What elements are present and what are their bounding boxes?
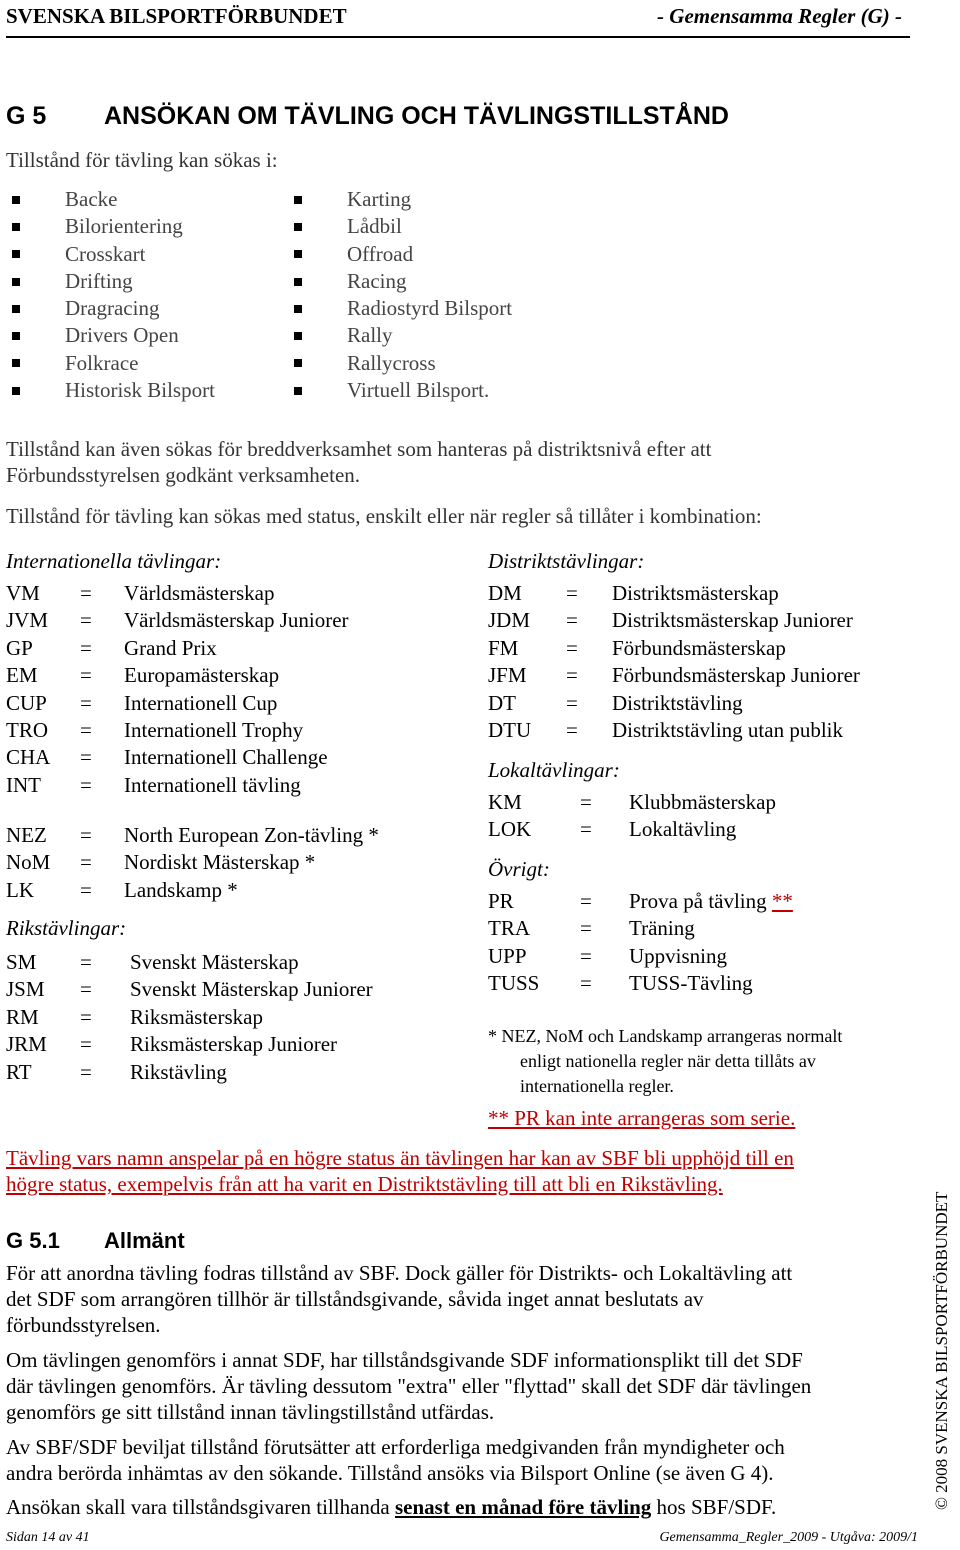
equals-sign: = (80, 690, 92, 715)
equals-sign: = (80, 717, 92, 742)
heading-ovrigt: Övrigt: (488, 857, 550, 881)
discipline-item (294, 322, 512, 349)
status-abbreviation: JRM (6, 1032, 47, 1057)
equals-sign: = (80, 877, 92, 902)
discipline-list-right (294, 186, 512, 404)
discipline-label: Drifting (65, 268, 133, 293)
deadline-emphasis: senast en månad före tävling (395, 1495, 652, 1519)
status-description-text: Världsmästerskap (124, 581, 275, 605)
status-description-text: Uppvisning (629, 943, 728, 968)
deadline-pre: Ansökan skall vara tillståndsgivaren tillhanda (6, 1495, 395, 1519)
paragraph-allmant-3 (6, 1434, 785, 1486)
status-description-text: Riksmästerskap Juniorer (130, 1032, 338, 1057)
status-description (124, 772, 301, 799)
equals-sign: = (80, 823, 92, 847)
status-description-text: TUSS-Tävling (629, 971, 753, 996)
status-description (124, 717, 303, 744)
status-description (124, 849, 315, 876)
status-abbreviation: TRA (488, 916, 530, 941)
status-abbreviation: DTU (488, 717, 532, 742)
square-bullet-icon (294, 305, 302, 313)
paragraph-breddverksamhet (6, 436, 711, 488)
status-row (6, 772, 446, 799)
status-description-text: Grand Prix (124, 635, 217, 660)
status-abbreviation: CUP (6, 690, 47, 715)
square-bullet-icon (294, 250, 302, 258)
status-row (488, 915, 928, 942)
status-upgrade-note (6, 1145, 794, 1197)
square-bullet-icon (294, 387, 302, 395)
status-abbreviation: JVM (6, 608, 49, 633)
status-abbreviation: TUSS (488, 971, 540, 996)
status-description (130, 1059, 227, 1086)
status-description-text: Internationell Cup (124, 690, 278, 715)
status-row (6, 607, 446, 634)
status-description (612, 635, 786, 662)
status-row (6, 849, 446, 876)
discipline-item (12, 186, 215, 213)
equals-sign: = (566, 635, 578, 660)
status-abbreviation: EM (6, 663, 38, 688)
status-abbreviation: DM (488, 581, 522, 605)
status-description (130, 976, 373, 1003)
footnote-marker: ** (771, 889, 793, 913)
heading-lokal: Lokaltävlingar: (488, 758, 620, 782)
square-bullet-icon (12, 196, 20, 204)
status-description-text: Riksmästerskap (130, 1004, 263, 1029)
status-description (629, 943, 727, 970)
discipline-label: Drivers Open (65, 323, 179, 348)
status-description (612, 580, 779, 607)
equals-sign: = (566, 717, 578, 742)
status-description-text: Landskamp * (124, 877, 238, 902)
p5-line2: andra berörda inhämtas av den sökande. Tillstånd ansöks via Bilsport Online (se även G 4). (6, 1461, 774, 1485)
equals-sign: = (580, 971, 592, 996)
status-abbreviation: CHA (6, 745, 51, 770)
equals-sign: = (80, 663, 92, 688)
discipline-item (12, 377, 215, 404)
status-abbreviation: DT (488, 690, 516, 715)
discipline-item (12, 241, 215, 268)
intro-text: Tillstånd för tävling kan sökas i: (6, 148, 278, 172)
status-description-text: Distriktsmästerskap (612, 581, 779, 605)
p3-line1: För att anordna tävling fodras tillstånd av SBF. Dock gäller för Distrikts- och Lokaltävling att (6, 1261, 793, 1285)
status-abbreviation: TRO (6, 717, 48, 742)
status-description-text: Förbundsmästerskap Juniorer (612, 663, 860, 688)
status-description (612, 607, 853, 634)
equals-sign: = (80, 608, 92, 633)
equals-sign: = (80, 1059, 92, 1084)
status-row (488, 816, 928, 843)
status-description-text: Svenskt Mästerskap (130, 950, 299, 974)
status-row (6, 822, 446, 849)
discipline-item (294, 213, 512, 240)
status-row (488, 690, 928, 717)
discipline-item (294, 186, 512, 213)
p5-line1: Av SBF/SDF beviljat tillstånd förutsätter att erforderliga medgivanden från myndigheter och (6, 1435, 785, 1459)
discipline-label: Offroad (347, 241, 414, 266)
discipline-item (294, 268, 512, 295)
status-row (6, 717, 446, 744)
square-bullet-icon (12, 305, 20, 313)
square-bullet-icon (294, 196, 302, 204)
discipline-label: Folkrace (65, 350, 139, 375)
status-description-text: Rikstävling (130, 1059, 227, 1084)
status-row (488, 580, 928, 607)
status-description (130, 949, 299, 976)
para1-line2: Förbundsstyrelsen godkänt verksamheten. (6, 463, 361, 487)
status-abbreviation: RM (6, 1004, 39, 1029)
status-description (130, 1004, 263, 1031)
status-row (6, 976, 446, 1003)
status-description (612, 662, 860, 689)
paragraph-status: Tillstånd för tävling kan sökas med status, enskilt eller när regler så tillåter i kombination: (6, 504, 762, 528)
status-row (488, 970, 928, 997)
status-description (124, 607, 349, 634)
square-bullet-icon (12, 332, 20, 340)
status-description-text: Prova på tävling (629, 889, 772, 913)
status-description (629, 816, 736, 843)
lokal-list (488, 789, 928, 844)
status-description (124, 635, 217, 662)
paragraph-allmant-2 (6, 1347, 811, 1425)
status-abbreviation: INT (6, 772, 41, 797)
equals-sign: = (80, 772, 92, 797)
g51-number: G 5.1 (6, 1228, 60, 1253)
status-row (6, 1031, 446, 1058)
status-row (6, 877, 446, 904)
g5-number: G 5 (6, 102, 47, 130)
paragraph-allmant-1 (6, 1260, 792, 1338)
square-bullet-icon (12, 387, 20, 395)
heading-rikstavlingar: Rikstävlingar: (6, 916, 127, 940)
status-abbreviation: NEZ (6, 823, 47, 847)
discipline-label: Rally (347, 323, 393, 348)
square-bullet-icon (294, 223, 302, 231)
discipline-label: Crosskart (65, 241, 146, 266)
status-description (124, 822, 379, 849)
discipline-label: Virtuell Bilsport. (347, 378, 490, 403)
p3-line3: förbundsstyrelsen. (6, 1313, 161, 1337)
status-abbreviation: JSM (6, 977, 45, 1002)
status-abbreviation: SM (6, 950, 37, 974)
status-abbreviation: LOK (488, 817, 532, 842)
p4-line2: där tävlingen genomförs. Är tävling dessutom "extra" eller "flyttad" skall det SDF där tävlingen (6, 1374, 812, 1398)
equals-sign: = (566, 690, 578, 715)
equals-sign: = (80, 850, 92, 875)
status-description (124, 877, 238, 904)
discipline-label: Dragracing (65, 296, 160, 321)
status-description-text: Distriktstävling (612, 690, 743, 715)
status-description-text: Europamästerskap (124, 663, 280, 688)
footnote-star-line2: enligt nationella regler när detta tillåts av (520, 1051, 816, 1071)
header-org: SVENSKA BILSPORTFÖRBUNDET (6, 4, 347, 28)
discipline-item (12, 322, 215, 349)
equals-sign: = (80, 635, 92, 660)
status-description (124, 744, 328, 771)
status-row (6, 1059, 446, 1086)
status-description-text: Internationell tävling (124, 772, 301, 797)
status-description-text: Distriktsmästerskap Juniorer (612, 608, 853, 633)
discipline-item (12, 295, 215, 322)
status-description-text: North European Zon-tävling * (124, 823, 379, 847)
status-row (6, 1004, 446, 1031)
discipline-label: Bilorientering (65, 214, 183, 239)
g5-title: ANSÖKAN OM TÄVLING OCH TÄVLINGSTILLSTÅND (104, 102, 729, 130)
equals-sign: = (80, 977, 92, 1002)
status-description (629, 888, 793, 915)
status-description (612, 717, 843, 744)
equals-sign: = (580, 943, 592, 968)
status-description (612, 690, 743, 717)
equals-sign: = (580, 790, 592, 814)
discipline-label: Radiostyrd Bilsport (347, 296, 513, 321)
status-abbreviation: PR (488, 889, 514, 913)
status-note-line2: högre status, exempelvis från att ha varit en Distriktstävling till att bli en Rikstävling. (6, 1172, 723, 1196)
status-abbreviation: NoM (6, 850, 51, 875)
discipline-item (294, 295, 512, 322)
discipline-label: Lådbil (347, 214, 402, 239)
discipline-item (294, 377, 512, 404)
square-bullet-icon (12, 223, 20, 231)
status-description (124, 662, 279, 689)
discipline-item (294, 241, 512, 268)
status-description (124, 580, 274, 607)
status-description (629, 970, 753, 997)
status-description-text: Lokaltävling (629, 817, 737, 842)
equals-sign: = (80, 581, 92, 605)
discipline-label: Rallycross (347, 350, 436, 375)
status-row (488, 789, 928, 816)
status-row (6, 662, 446, 689)
status-description-text: Nordiskt Mästerskap * (124, 850, 316, 875)
status-abbreviation: UPP (488, 943, 527, 968)
footer-page: Sidan 14 av 41 (6, 1530, 90, 1545)
status-note-line1: Tävling vars namn anspelar på en högre status än tävlingen har kan av SBF bli upphöjd till en (6, 1146, 794, 1170)
status-abbreviation: RT (6, 1059, 32, 1084)
status-row (6, 635, 446, 662)
heading-internationella: Internationella tävlingar: (6, 549, 222, 573)
footnote-star-line1: * NEZ, NoM och Landskamp arrangeras normalt (488, 1026, 843, 1046)
heading-distrikt: Distriktstävlingar: (488, 549, 645, 573)
status-description-text: Svenskt Mästerskap Juniorer (130, 977, 373, 1002)
square-bullet-icon (294, 359, 302, 367)
status-row (6, 580, 446, 607)
discipline-label: Historisk Bilsport (65, 378, 215, 403)
discipline-label: Karting (347, 187, 412, 211)
equals-sign: = (80, 950, 92, 974)
status-description (629, 915, 695, 942)
status-description-text: Internationell Trophy (124, 717, 304, 742)
p4-line1: Om tävlingen genomförs i annat SDF, har tillståndsgivande SDF informationsplikt till det SDF (6, 1348, 803, 1372)
status-abbreviation: JFM (488, 663, 527, 688)
discipline-label: Racing (347, 268, 407, 293)
square-bullet-icon (12, 278, 20, 286)
status-description-text: Förbundsmästerskap (612, 635, 786, 660)
intl-list (6, 580, 446, 799)
status-abbreviation: JDM (488, 608, 531, 633)
equals-sign: = (580, 817, 592, 842)
status-description-text: Klubbmästerskap (629, 790, 776, 814)
square-bullet-icon (294, 332, 302, 340)
equals-sign: = (80, 1032, 92, 1057)
status-abbreviation: KM (488, 790, 522, 814)
status-row (488, 888, 928, 915)
status-row (6, 744, 446, 771)
square-bullet-icon (12, 250, 20, 258)
rik-list (6, 949, 446, 1086)
equals-sign: = (566, 581, 578, 605)
ovrigt-list (488, 888, 928, 998)
intl-list-2 (6, 822, 446, 904)
footer-doc: Gemensamma_Regler_2009 - Utgåva: 2009/1 (659, 1530, 918, 1545)
equals-sign: = (566, 663, 578, 688)
paragraph-deadline (6, 1495, 776, 1520)
equals-sign: = (580, 889, 592, 913)
para1-line1: Tillstånd kan även sökas för breddverksamhet som hanteras på distriktsnivå efter att (6, 437, 712, 461)
discipline-item (12, 213, 215, 240)
status-row (488, 635, 928, 662)
footnote-star-line3: internationella regler. (520, 1076, 674, 1096)
square-bullet-icon (12, 359, 20, 367)
status-row (6, 949, 446, 976)
equals-sign: = (580, 916, 592, 941)
deadline-post: hos SBF/SDF. (651, 1495, 777, 1519)
status-description-text: Världsmästerskap Juniorer (124, 608, 349, 633)
status-abbreviation: VM (6, 581, 40, 605)
status-description-text: Internationell Challenge (124, 745, 328, 770)
status-description-text: Träning (629, 916, 695, 941)
discipline-item (12, 350, 215, 377)
square-bullet-icon (294, 278, 302, 286)
status-row (488, 943, 928, 970)
p3-line2: det SDF som arrangören tillhör är tillståndsgivande, såvida inget annat beslutats av (6, 1287, 704, 1311)
status-description (130, 1031, 337, 1058)
discipline-item (294, 350, 512, 377)
status-description (124, 690, 277, 717)
status-abbreviation: LK (6, 877, 34, 902)
g51-title: Allmänt (104, 1228, 185, 1253)
discipline-item (12, 268, 215, 295)
side-copyright: © 2008 SVENSKA BILSPORTFÖRBUNDET (932, 1191, 951, 1510)
header-rule (6, 36, 910, 38)
status-row (488, 717, 928, 744)
status-abbreviation: FM (488, 635, 519, 660)
equals-sign: = (80, 745, 92, 770)
status-row (6, 690, 446, 717)
discipline-label: Backe (65, 187, 118, 211)
footnote-doublestar: ** PR kan inte arrangeras som serie. (488, 1106, 796, 1130)
status-row (488, 662, 928, 689)
status-description-text: Distriktstävling utan publik (612, 717, 843, 742)
status-row (488, 607, 928, 634)
dist-list (488, 580, 928, 744)
equals-sign: = (80, 1004, 92, 1029)
p4-line3: genomförs ge sitt tillstånd innan tävlingstillstånd utfärdas. (6, 1400, 495, 1424)
status-description (629, 789, 776, 816)
discipline-list-left (12, 186, 215, 404)
header-section: - Gemensamma Regler (G) - (657, 4, 902, 28)
status-abbreviation: GP (6, 635, 33, 660)
equals-sign: = (566, 608, 578, 633)
footnote-star (488, 1024, 928, 1099)
